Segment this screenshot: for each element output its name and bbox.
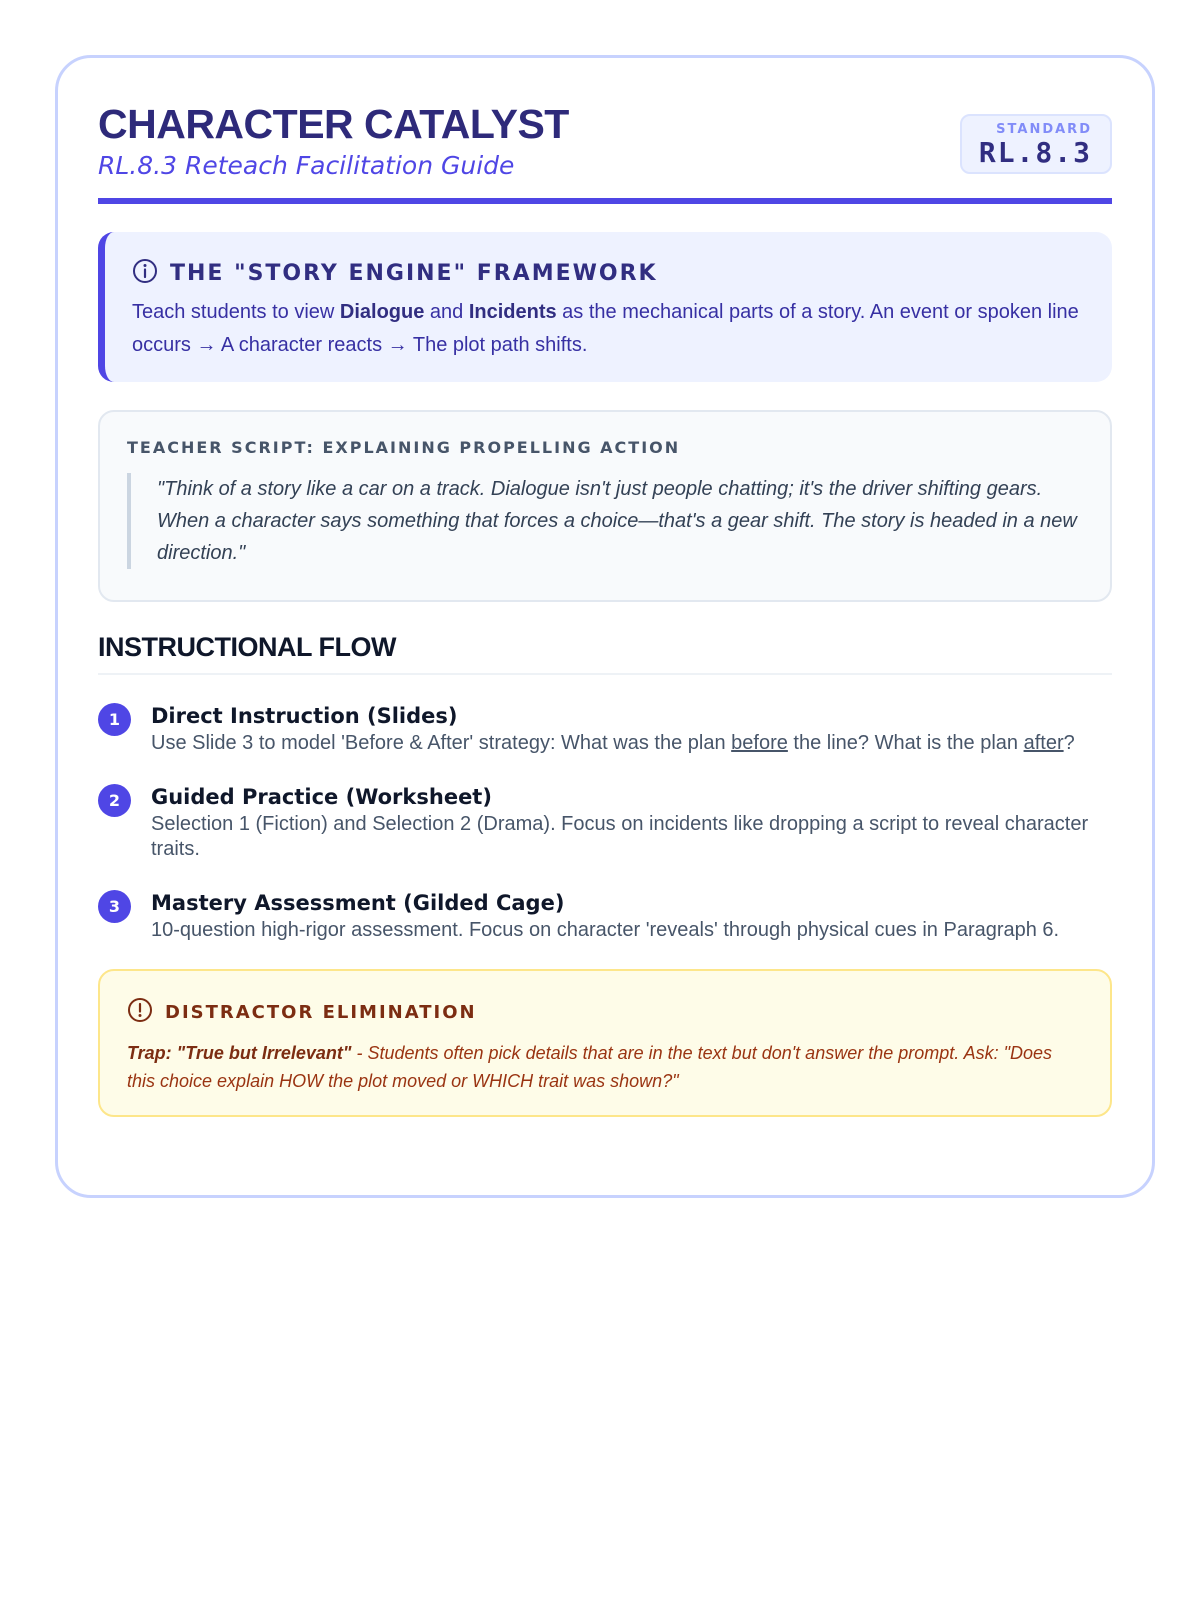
step-number: 1 [98,703,131,736]
distractor-callout [98,969,1112,1117]
script-label: TEACHER SCRIPT: EXPLAINING PROPELLING ACTION [127,438,681,457]
warning-title: DISTRACTOR ELIMINATION [165,1001,477,1023]
badge-label: STANDARD [996,122,1092,137]
page-title: CHARACTER CATALYST [98,101,569,147]
flow-step [98,701,1112,756]
flow-step [98,888,1112,943]
step-heading: Guided Practice (Worksheet) [151,785,492,809]
warning-body: Trap: "True but Irrelevant" - Students often pick details that are in the text but don't answer the prompt. Ask: "Does this choice explain HOW the plot moved or WHICH trait was shown?" [127,1043,1053,1091]
framework-body: Teach students to view Dialogue and Incidents as the mechanical parts of a story. An event or spoken line occurs → A character reacts → The plot path shifts. [132,301,1079,356]
info-icon [132,258,158,288]
flow-step [98,782,1112,862]
framework-callout [98,232,1112,382]
standard-badge [960,114,1112,174]
badge-value: RL.8.3 [978,136,1092,169]
incidents-term: Incidents [468,301,557,323]
step-body: Use Slide 3 to model 'Before & After' strategy: What was the plan before the line? What is the plan after? [151,732,1075,754]
step-heading: Mastery Assessment (Gilded Cage) [151,891,565,915]
trap-label: Trap: "True but Irrelevant" [127,1043,352,1063]
page-subtitle: RL.8.3 Reteach Facilitation Guide [98,151,515,180]
step-number: 2 [98,784,131,817]
header [98,102,1112,204]
script-quote: "Think of a story like a car on a track. Dialogue isn't just people chatting; it's the driver shifting gears. When a character says something that forces a choice—that's a gear shift. The story is headed in a new direction." [127,473,1083,569]
step-number: 3 [98,890,131,923]
step-heading: Direct Instruction (Slides) [151,704,458,728]
guide-card [55,55,1155,1198]
flow-title: INSTRUCTIONAL FLOW [98,632,1112,675]
step-body: 10-question high-rigor assessment. Focus on character 'reveals' through physical cues in Paragraph 6. [151,919,1060,941]
teacher-script [98,410,1112,602]
framework-title: THE "STORY ENGINE" FRAMEWORK [170,260,658,286]
dialogue-term: Dialogue [339,301,425,323]
step-body: Selection 1 (Fiction) and Selection 2 (Drama). Focus on incidents like dropping a script to reveal character traits. [151,813,1089,860]
alert-icon [127,997,153,1027]
flow-steps [98,701,1112,943]
